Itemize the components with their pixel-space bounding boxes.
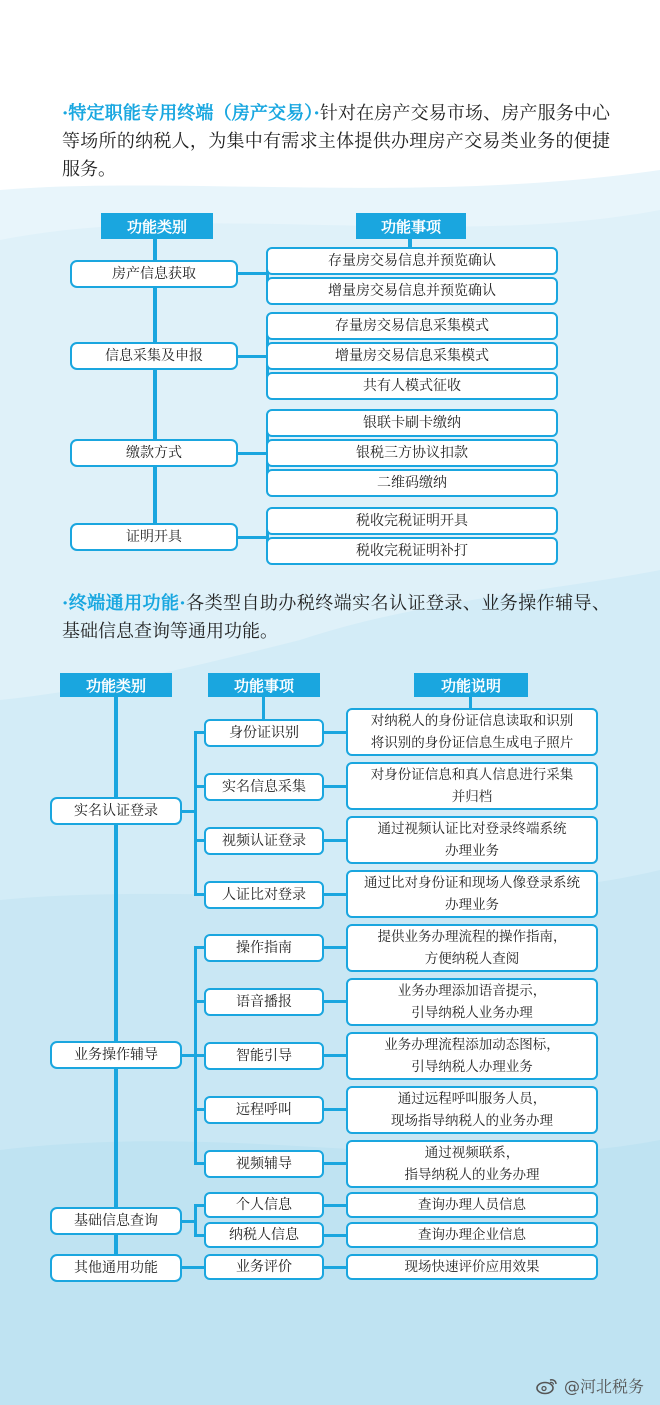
- s2-category-basic-query: 基础信息查询: [50, 1207, 182, 1235]
- desc-line: 将识别的身份证信息生成电子照片: [370, 735, 574, 751]
- bullet-dot: ·: [62, 593, 69, 614]
- s1-item: 增量房交易信息并预览确认: [266, 277, 558, 305]
- s2-desc: [346, 978, 598, 1026]
- s1-item: 共有人模式征收: [266, 372, 558, 400]
- s2-item: 纳税人信息: [204, 1222, 324, 1248]
- s1-item: 税收完税证明开具: [266, 507, 558, 535]
- section2-highlight: 终端通用功能: [68, 593, 180, 614]
- desc-line: 引导纳税人业务办理: [411, 1005, 533, 1021]
- s2-desc: [346, 1254, 598, 1280]
- s1-category-payment: 缴款方式: [70, 439, 238, 467]
- desc-line: 现场快速评价应用效果: [404, 1259, 540, 1275]
- desc-line: 方便纳税人查阅: [424, 951, 520, 967]
- s1-item: 银联卡刷卡缴纳: [266, 409, 558, 437]
- bullet-dot: ·: [62, 103, 69, 124]
- desc-line: 查询办理人员信息: [418, 1197, 526, 1213]
- s2-category-other: 其他通用功能: [50, 1254, 182, 1282]
- desc-line: 办理业务: [445, 897, 499, 913]
- s2-desc: [346, 1140, 598, 1188]
- desc-line: 办理业务: [445, 843, 499, 859]
- s2-item: 视频辅导: [204, 1150, 324, 1178]
- s2-desc: [346, 762, 598, 810]
- desc-line: 提供业务办理流程的操作指南，: [377, 929, 567, 945]
- s1-item: 银税三方协议扣款: [266, 439, 558, 467]
- s1-category-collection: 信息采集及申报: [70, 342, 238, 370]
- s2-desc: [346, 924, 598, 972]
- s2-desc: [346, 1222, 598, 1248]
- desc-line: 通过远程呼叫服务人员，: [397, 1091, 547, 1107]
- desc-line: 引导纳税人办理业务: [411, 1059, 533, 1075]
- s2-item: 人证比对登录: [204, 881, 324, 909]
- section2-text: 各类型自助办税终端实名认证登录、业务操作辅导、基础信息查询等通用功能。: [62, 593, 611, 642]
- bullet-dot: ·: [179, 593, 186, 614]
- s2-desc: [346, 1032, 598, 1080]
- desc-line: 查询办理企业信息: [418, 1227, 526, 1243]
- desc-line: 通过视频认证比对登录终端系统: [377, 821, 567, 837]
- desc-line: 通过比对身份证和现场人像登录系统: [364, 875, 580, 891]
- s1-item: 二维码缴纳: [266, 469, 558, 497]
- s1-category-certificate: 证明开具: [70, 523, 238, 551]
- s2-item: 身份证识别: [204, 719, 324, 747]
- desc-line: 通过视频联系，: [424, 1145, 520, 1161]
- watermark: [536, 1374, 644, 1397]
- s2-desc: [346, 816, 598, 864]
- s2-item: 智能引导: [204, 1042, 324, 1070]
- desc-line: 指导纳税人的业务办理: [404, 1167, 540, 1183]
- desc-line: 业务办理流程添加动态图标，: [384, 1037, 560, 1053]
- s2-header-category: 功能类别: [60, 673, 172, 697]
- section1-text: 针对在房产交易市场、房产服务中心等场所的纳税人，为集中有需求主体提供办理房产交易类业务的便捷服务。: [62, 103, 611, 180]
- s1-header-category: 功能类别: [101, 213, 213, 239]
- s2-item: 语音播报: [204, 988, 324, 1016]
- s2-item: 实名信息采集: [204, 773, 324, 801]
- s2-desc: [346, 1086, 598, 1134]
- desc-line: 现场指导纳税人的业务办理: [391, 1113, 553, 1129]
- s2-desc: [346, 870, 598, 918]
- s1-header-item: 功能事项: [356, 213, 466, 239]
- desc-line: 对纳税人的身份证信息读取和识别: [370, 713, 574, 729]
- s2-item: 个人信息: [204, 1192, 324, 1218]
- s1-item: 存量房交易信息并预览确认: [266, 247, 558, 275]
- s2-item: 操作指南: [204, 934, 324, 962]
- s2-desc: [346, 1192, 598, 1218]
- s2-desc: [346, 708, 598, 756]
- desc-line: 对身份证信息和真人信息进行采集: [370, 767, 574, 783]
- s2-header-item: 功能事项: [208, 673, 320, 697]
- s1-item: 增量房交易信息采集模式: [266, 342, 558, 370]
- desc-line: 并归档: [451, 789, 493, 805]
- section1-highlight: 特定职能专用终端（房产交易）: [68, 103, 314, 124]
- s2-header-desc: 功能说明: [414, 673, 528, 697]
- section2-intro: [62, 590, 610, 646]
- s2-item: 远程呼叫: [204, 1096, 324, 1124]
- watermark-text: @河北税务: [563, 1377, 644, 1396]
- s2-item: 视频认证登录: [204, 827, 324, 855]
- bullet-dot: ·: [313, 103, 320, 124]
- section1-intro: [62, 100, 610, 184]
- s2-item: 业务评价: [204, 1254, 324, 1280]
- s1-item: 存量房交易信息采集模式: [266, 312, 558, 340]
- weibo-icon: [536, 1377, 558, 1395]
- s1-category-property-info: 房产信息获取: [70, 260, 238, 288]
- desc-line: 业务办理添加语音提示，: [397, 983, 547, 999]
- s2-category-operation-guide: 业务操作辅导: [50, 1041, 182, 1069]
- s2-category-realname-login: 实名认证登录: [50, 797, 182, 825]
- s1-item: 税收完税证明补打: [266, 537, 558, 565]
